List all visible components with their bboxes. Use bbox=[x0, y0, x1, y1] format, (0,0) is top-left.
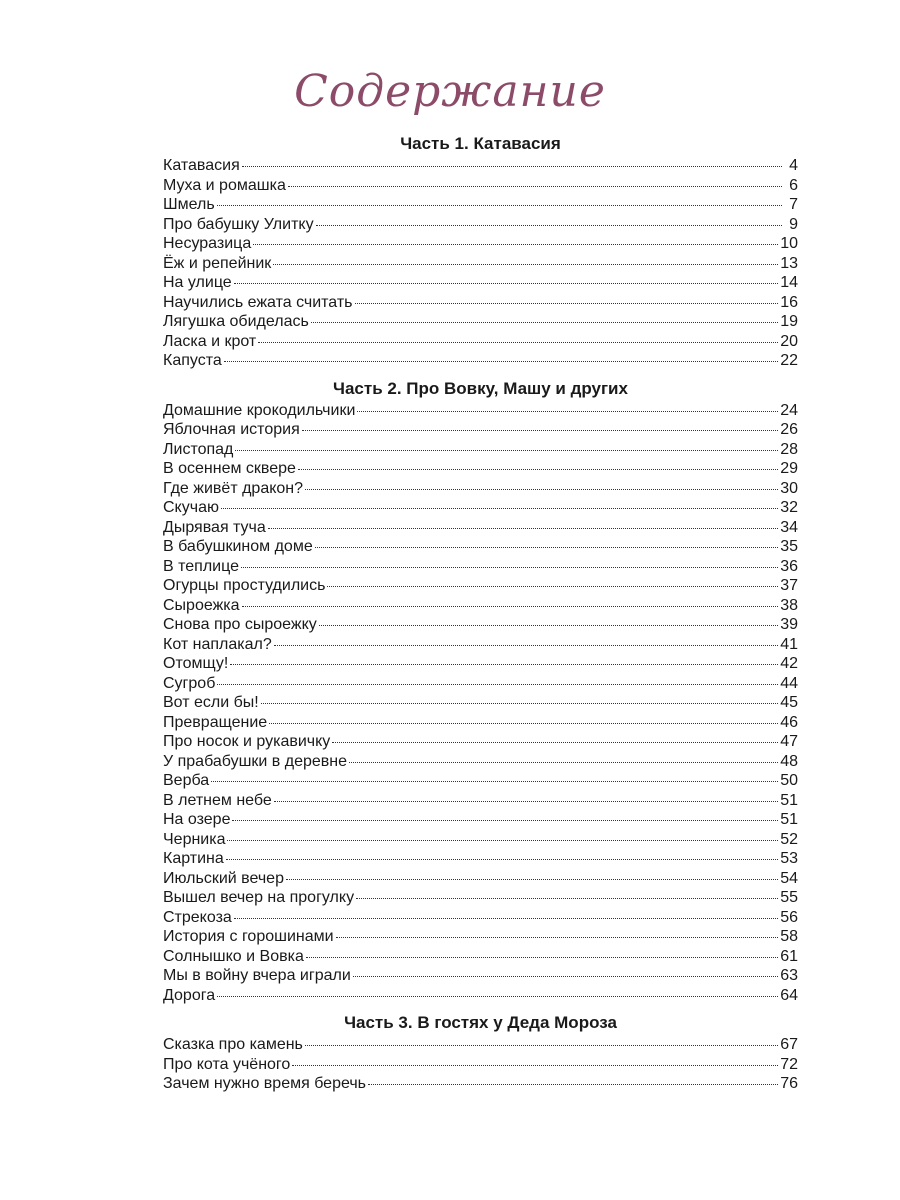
toc-entry bbox=[163, 273, 798, 293]
toc-entry bbox=[163, 674, 798, 694]
entry-title: В бабушкином доме bbox=[163, 538, 313, 555]
entry-page-number: 63 bbox=[780, 967, 798, 984]
dot-leader bbox=[302, 430, 778, 431]
dot-leader bbox=[258, 342, 778, 343]
toc-entry bbox=[163, 927, 798, 947]
entry-title: Скучаю bbox=[163, 499, 219, 516]
toc-entry bbox=[163, 537, 798, 557]
entry-page-number: 48 bbox=[780, 752, 798, 770]
entry-title: Сыроежка bbox=[163, 596, 240, 614]
toc-entry bbox=[163, 713, 798, 733]
entry-page-number: 29 bbox=[780, 460, 798, 477]
dot-leader bbox=[217, 684, 778, 685]
toc-entry bbox=[163, 771, 798, 791]
dot-leader bbox=[234, 283, 779, 284]
part-heading: Часть 2. Про Вовку, Машу и других bbox=[333, 378, 628, 398]
dot-leader bbox=[273, 264, 778, 265]
entry-title: Огурцы простудились bbox=[163, 577, 326, 594]
entry-title: Где живёт дракон? bbox=[163, 479, 304, 497]
entry-page-number: 51 bbox=[780, 811, 798, 828]
entry-title: Ёж и репейник bbox=[163, 254, 272, 272]
toc-entry bbox=[163, 849, 798, 869]
entry-page-number: 30 bbox=[780, 479, 798, 497]
entry-page-number: 76 bbox=[780, 1075, 798, 1092]
entry-page-number: 16 bbox=[780, 293, 798, 311]
entry-page-number: 19 bbox=[780, 313, 798, 330]
entry-title: Стрекоза bbox=[163, 908, 232, 926]
entry-title: Ласка и крот bbox=[163, 332, 257, 350]
entry-page-number: 26 bbox=[780, 421, 798, 438]
part-heading: Часть 1. Катавасия bbox=[400, 134, 561, 153]
entry-title: Несуразица bbox=[163, 235, 252, 252]
entry-title: История с горошинами bbox=[163, 928, 334, 945]
entry-page-number: 20 bbox=[780, 332, 798, 350]
entry-page-number: 67 bbox=[780, 1036, 798, 1053]
toc-entry bbox=[163, 869, 798, 889]
entry-title: У прабабушки в деревне bbox=[163, 752, 348, 770]
dot-leader bbox=[332, 742, 778, 743]
dot-leader bbox=[227, 840, 778, 841]
entry-title: Июльский вечер bbox=[163, 869, 284, 887]
entry-title: Зачем нужно время беречь bbox=[163, 1075, 367, 1092]
dot-leader bbox=[349, 762, 778, 763]
entry-page-number: 6 bbox=[789, 176, 798, 194]
toc-entry bbox=[163, 176, 798, 196]
dot-leader bbox=[274, 801, 778, 802]
entry-page-number: 38 bbox=[780, 596, 798, 614]
entry-page-number: 28 bbox=[780, 440, 798, 458]
toc-entry bbox=[163, 420, 798, 440]
dot-leader bbox=[319, 625, 778, 626]
dot-leader bbox=[368, 1084, 778, 1085]
toc-entry bbox=[163, 401, 798, 421]
entry-page-number: 37 bbox=[780, 577, 798, 594]
dot-leader bbox=[306, 957, 778, 958]
entry-page-number: 56 bbox=[780, 908, 798, 926]
entry-page-number: 46 bbox=[780, 713, 798, 731]
toc-entry bbox=[163, 810, 798, 830]
entry-title: Муха и ромашка bbox=[163, 176, 286, 194]
dot-leader bbox=[288, 186, 782, 187]
page-title: Содержание bbox=[294, 66, 606, 117]
dot-leader bbox=[241, 567, 778, 568]
entry-title: Дорога bbox=[163, 986, 216, 1004]
dot-leader bbox=[356, 898, 778, 899]
dot-leader bbox=[235, 450, 778, 451]
dot-leader bbox=[242, 166, 782, 167]
toc-entry bbox=[163, 986, 798, 1006]
entry-page-number: 7 bbox=[789, 196, 798, 213]
entry-page-number: 4 bbox=[789, 157, 798, 174]
dot-leader bbox=[221, 508, 778, 509]
dot-leader bbox=[217, 996, 778, 997]
entry-title: Солнышко и Вовка bbox=[163, 947, 304, 965]
toc-entry bbox=[163, 888, 798, 908]
toc-section-1 bbox=[163, 132, 798, 371]
toc-entry bbox=[163, 351, 798, 371]
toc-entry bbox=[163, 293, 798, 313]
entry-page-number: 32 bbox=[780, 499, 798, 516]
toc-entry bbox=[163, 830, 798, 850]
entry-title: В теплице bbox=[163, 557, 239, 575]
dot-leader bbox=[226, 859, 778, 860]
dot-leader bbox=[211, 781, 778, 782]
table-of-contents bbox=[163, 132, 798, 1094]
dot-leader bbox=[253, 244, 778, 245]
toc-entry bbox=[163, 234, 798, 254]
dot-leader bbox=[305, 489, 778, 490]
toc-entry bbox=[163, 615, 798, 635]
entry-page-number: 47 bbox=[780, 733, 798, 750]
entry-page-number: 41 bbox=[780, 635, 798, 653]
toc-entry bbox=[163, 498, 798, 518]
entry-title: Капуста bbox=[163, 352, 222, 369]
toc-entry bbox=[163, 1074, 798, 1094]
entry-title: Катавасия bbox=[163, 157, 240, 174]
dot-leader bbox=[274, 645, 778, 646]
toc-entry bbox=[163, 947, 798, 967]
entry-title: Превращение bbox=[163, 713, 268, 731]
dot-leader bbox=[316, 225, 782, 226]
dot-leader bbox=[353, 976, 778, 977]
entry-title: Мы в войну вчера играли bbox=[163, 967, 351, 984]
entry-page-number: 24 bbox=[780, 401, 798, 419]
entry-page-number: 53 bbox=[780, 850, 798, 867]
entry-title: Дырявая туча bbox=[163, 518, 266, 536]
toc-entry bbox=[163, 440, 798, 460]
dot-leader bbox=[327, 586, 778, 587]
entry-title: Вот если бы! bbox=[163, 694, 259, 711]
toc-entry bbox=[163, 693, 798, 713]
dot-leader bbox=[269, 723, 778, 724]
dot-leader bbox=[311, 322, 778, 323]
toc-entry bbox=[163, 752, 798, 772]
entry-title: Картина bbox=[163, 850, 224, 867]
toc-entry bbox=[163, 557, 798, 577]
toc-entry bbox=[163, 635, 798, 655]
toc-entry bbox=[163, 518, 798, 538]
entry-page-number: 45 bbox=[780, 694, 798, 711]
entry-page-number: 72 bbox=[780, 1055, 798, 1073]
dot-leader bbox=[336, 937, 779, 938]
toc-entry bbox=[163, 459, 798, 479]
toc-entry bbox=[163, 254, 798, 274]
entry-title: Черника bbox=[163, 830, 226, 848]
toc-entry bbox=[163, 654, 798, 674]
entry-page-number: 10 bbox=[780, 235, 798, 252]
entry-title: Яблочная история bbox=[163, 421, 300, 438]
dot-leader bbox=[224, 361, 778, 362]
dot-leader bbox=[305, 1045, 778, 1046]
entry-page-number: 61 bbox=[780, 947, 798, 965]
toc-entry bbox=[163, 215, 798, 235]
entry-page-number: 55 bbox=[780, 889, 798, 906]
entry-title: Верба bbox=[163, 772, 210, 789]
dot-leader bbox=[268, 528, 778, 529]
toc-entry bbox=[163, 479, 798, 499]
entry-page-number: 35 bbox=[780, 538, 798, 555]
entry-title: Лягушка обиделась bbox=[163, 313, 309, 330]
dot-leader bbox=[234, 918, 778, 919]
entry-page-number: 51 bbox=[780, 791, 798, 809]
entry-page-number: 39 bbox=[780, 616, 798, 633]
entry-title: В летнем небе bbox=[163, 791, 272, 809]
entry-title: Про бабушку Улитку bbox=[163, 215, 314, 233]
toc-entry bbox=[163, 312, 798, 332]
entry-page-number: 22 bbox=[780, 352, 798, 369]
entry-page-number: 44 bbox=[780, 674, 798, 692]
toc-entry bbox=[163, 1035, 798, 1055]
entry-title: Сугроб bbox=[163, 674, 216, 692]
dot-leader bbox=[217, 205, 782, 206]
toc-entry bbox=[163, 966, 798, 986]
dot-leader bbox=[357, 411, 778, 412]
entry-page-number: 34 bbox=[780, 518, 798, 536]
dot-leader bbox=[261, 703, 778, 704]
dot-leader bbox=[286, 879, 778, 880]
entry-title: Кот наплакал? bbox=[163, 635, 272, 653]
dot-leader bbox=[232, 820, 778, 821]
entry-title: Отомщу! bbox=[163, 655, 229, 672]
entry-title: На озере bbox=[163, 811, 231, 828]
dot-leader bbox=[355, 303, 779, 304]
entry-page-number: 13 bbox=[780, 254, 798, 272]
dot-leader bbox=[298, 469, 778, 470]
entry-page-number: 50 bbox=[780, 772, 798, 789]
entry-title: Листопад bbox=[163, 440, 234, 458]
entry-title: Домашние крокодильчики bbox=[163, 401, 356, 419]
entry-page-number: 42 bbox=[780, 655, 798, 672]
entry-title: Сказка про камень bbox=[163, 1036, 303, 1053]
toc-entry bbox=[163, 1055, 798, 1075]
toc-section-3 bbox=[163, 1011, 798, 1094]
toc-section-2 bbox=[163, 377, 798, 1006]
entry-title: Про кота учёного bbox=[163, 1055, 291, 1073]
dot-leader bbox=[242, 606, 779, 607]
entry-title: Шмель bbox=[163, 196, 215, 213]
entry-page-number: 14 bbox=[780, 274, 798, 291]
entry-title: Про носок и рукавичку bbox=[163, 733, 331, 750]
toc-entry bbox=[163, 156, 798, 176]
toc-entry bbox=[163, 332, 798, 352]
entry-title: В осеннем сквере bbox=[163, 460, 296, 477]
dot-leader bbox=[292, 1065, 778, 1066]
entry-page-number: 9 bbox=[789, 215, 798, 233]
part-heading: Часть 3. В гостях у Деда Мороза bbox=[344, 1013, 617, 1032]
toc-entry bbox=[163, 576, 798, 596]
entry-title: Научились ежата считать bbox=[163, 293, 353, 311]
entry-page-number: 36 bbox=[780, 557, 798, 575]
toc-entry bbox=[163, 732, 798, 752]
entry-title: Вышел вечер на прогулку bbox=[163, 889, 355, 906]
toc-entry bbox=[163, 908, 798, 928]
entry-page-number: 58 bbox=[780, 928, 798, 945]
dot-leader bbox=[315, 547, 778, 548]
entry-title: На улице bbox=[163, 274, 232, 291]
dot-leader bbox=[230, 664, 778, 665]
entry-page-number: 54 bbox=[780, 869, 798, 887]
entry-page-number: 64 bbox=[780, 986, 798, 1004]
toc-entry bbox=[163, 596, 798, 616]
toc-entry bbox=[163, 195, 798, 215]
entry-page-number: 52 bbox=[780, 830, 798, 848]
entry-title: Снова про сыроежку bbox=[163, 616, 317, 633]
toc-entry bbox=[163, 791, 798, 811]
